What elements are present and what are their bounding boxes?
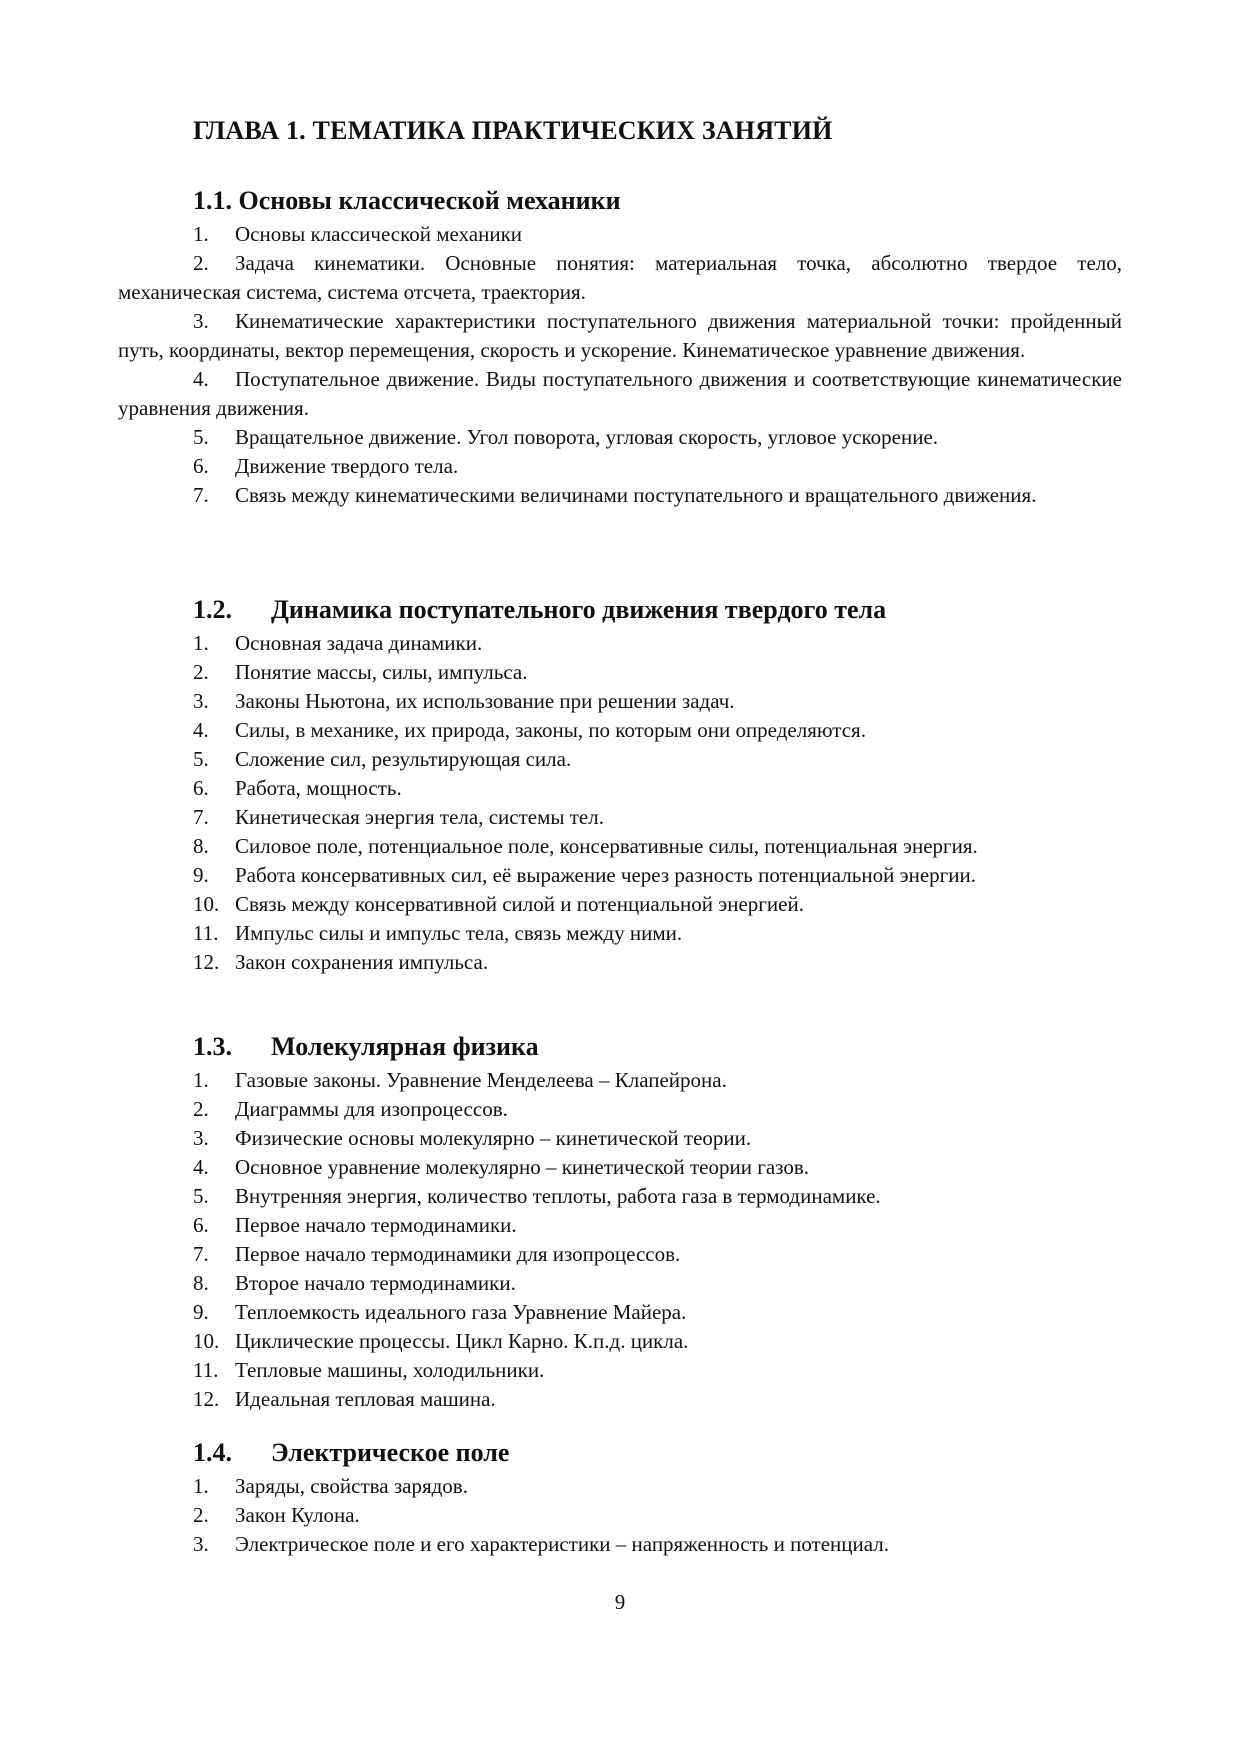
list-item: [118, 861, 1122, 890]
item-text: Второе начало термодинамики.: [235, 1271, 516, 1295]
list-item: [118, 423, 1122, 452]
list-item: [118, 716, 1122, 745]
list-item: [118, 803, 1122, 832]
list-item: [118, 745, 1122, 774]
item-number: 10.: [193, 1329, 220, 1353]
item-number: 3.: [193, 689, 209, 713]
item-number: 2.: [193, 660, 209, 684]
list-item: [118, 452, 1122, 481]
item-text: Тепловые машины, холодильники.: [235, 1358, 545, 1382]
section-1-2: [118, 593, 1122, 977]
item-number: 2.: [193, 1503, 209, 1527]
item-number: 9.: [193, 1300, 209, 1324]
item-number: 4.: [193, 718, 209, 742]
item-text: Связь между кинематическими величинами поступательного и вращательного движения.: [235, 483, 1037, 507]
item-text: Сложение сил, результирующая сила.: [235, 747, 572, 771]
item-text: Диаграммы для изопроцессов.: [235, 1097, 508, 1121]
list-item: [118, 1530, 1122, 1559]
item-number: 5.: [193, 425, 209, 449]
item-number: 1.: [193, 1068, 209, 1092]
item-number: 3.: [193, 1126, 209, 1150]
list-item: [118, 220, 1122, 249]
item-text: Закон Кулона.: [235, 1503, 360, 1527]
list-item: [118, 481, 1122, 510]
item-number: 11.: [193, 1358, 219, 1382]
item-number: 7.: [193, 1242, 209, 1266]
section-title: [193, 184, 1122, 218]
section-number: 1.2.: [193, 595, 232, 624]
list-item: [118, 1153, 1122, 1182]
item-text: Основная задача динамики.: [235, 631, 483, 655]
list-item: [118, 1472, 1122, 1501]
section-number: 1.1.: [193, 186, 232, 215]
item-text: Первое начало термодинамики для изопроцессов.: [235, 1242, 681, 1266]
list-item: [118, 1356, 1122, 1385]
item-text: Циклические процессы. Цикл Карно. К.п.д. цикла.: [235, 1329, 689, 1353]
item-text: Физические основы молекулярно – кинетической теории.: [235, 1126, 752, 1150]
item-text: Вращательное движение. Угол поворота, угловая скорость, угловое ускорение.: [235, 425, 939, 449]
item-text: Силовое поле, потенциальное поле, консервативные силы, потенциальная энергия.: [235, 834, 978, 858]
item-number: 5.: [193, 1184, 209, 1208]
list-item: [118, 1298, 1122, 1327]
section-heading: Молекулярная физика: [271, 1032, 539, 1061]
item-text: Закон сохранения импульса.: [235, 950, 489, 974]
list-item: [118, 1269, 1122, 1298]
item-text: Основное уравнение молекулярно – кинетической теории газов.: [235, 1155, 809, 1179]
section-heading: Динамика поступательного движения твердого тела: [271, 595, 887, 624]
list-item: [118, 890, 1122, 919]
item-text: Работа консервативных сил, её выражение через разность потенциальной энергии.: [235, 863, 976, 887]
item-number: 7.: [193, 805, 209, 829]
item-text: Газовые законы. Уравнение Менделеева – Клапейрона.: [235, 1068, 727, 1092]
item-text: Первое начало термодинамики.: [235, 1213, 517, 1237]
list-item: [118, 249, 1122, 307]
item-number: 6.: [193, 1213, 209, 1237]
list-item: [118, 1124, 1122, 1153]
list-item: [118, 629, 1122, 658]
item-text: Поступательное движение. Виды поступательного движения и соответствующие кинематические уравнения движения.: [118, 367, 1122, 420]
item-text: Кинетическая энергия тела, системы тел.: [235, 805, 604, 829]
item-number: 8.: [193, 834, 209, 858]
section-number: 1.4.: [193, 1438, 232, 1467]
item-text: Заряды, свойства зарядов.: [235, 1474, 468, 1498]
item-number: 8.: [193, 1271, 209, 1295]
section-heading: Основы классической механики: [238, 186, 621, 215]
section-1-4: [118, 1436, 1122, 1559]
item-number: 7.: [193, 483, 209, 507]
item-text: Импульс силы и импульс тела, связь между ними.: [235, 921, 683, 945]
item-number: 5.: [193, 747, 209, 771]
list-item: [118, 919, 1122, 948]
list-item: [118, 1095, 1122, 1124]
item-text: Электрическое поле и его характеристики – напряженность и потенциал.: [235, 1532, 889, 1556]
list-item: [118, 1240, 1122, 1269]
item-text: Внутренняя энергия, количество теплоты, работа газа в термодинамике.: [235, 1184, 881, 1208]
item-text: Кинематические характеристики поступательного движения материальной точки: пройденный путь, координаты, вектор перемещения, скорость и ускорение. Кинематическое уравнение движения.: [118, 309, 1122, 362]
item-number: 11.: [193, 921, 219, 945]
item-number: 1.: [193, 222, 209, 246]
item-text: Задача кинематики. Основные понятия: материальная точка, абсолютно твердое тело, механическая система, система отсчета, траектория.: [118, 251, 1122, 304]
item-text: Понятие массы, силы, импульса.: [235, 660, 528, 684]
item-text: Идеальная тепловая машина.: [235, 1387, 496, 1411]
item-number: 4.: [193, 367, 209, 391]
section-title: [193, 593, 1122, 627]
section-title: [193, 1030, 1122, 1064]
list-item: [118, 1066, 1122, 1095]
item-number: 12.: [193, 1387, 220, 1411]
item-number: 9.: [193, 863, 209, 887]
section-heading: Электрическое поле: [271, 1438, 510, 1467]
item-text: Основы классической механики: [235, 222, 523, 246]
item-number: 2.: [193, 251, 209, 275]
list-item: [118, 948, 1122, 977]
section-title: [193, 1436, 1122, 1470]
item-number: 4.: [193, 1155, 209, 1179]
list-item: [118, 832, 1122, 861]
item-text: Движение твердого тела.: [235, 454, 459, 478]
item-number: 1.: [193, 1474, 209, 1498]
list-item: [118, 774, 1122, 803]
item-number: 1.: [193, 631, 209, 655]
list-item: [118, 1211, 1122, 1240]
item-text: Связь между консервативной силой и потенциальной энергией.: [235, 892, 804, 916]
list-item: [118, 1385, 1122, 1414]
page-number: 9: [614, 1590, 626, 1614]
item-text: Работа, мощность.: [235, 776, 402, 800]
list-item: [118, 687, 1122, 716]
list-item: [118, 1501, 1122, 1530]
item-number: 3.: [193, 1532, 209, 1556]
item-number: 2.: [193, 1097, 209, 1121]
item-text: Теплоемкость идеального газа Уравнение Майера.: [235, 1300, 687, 1324]
section-1-3: [118, 1030, 1122, 1414]
item-number: 12.: [193, 950, 220, 974]
item-text: Силы, в механике, их природа, законы, по которым они определяются.: [235, 718, 866, 742]
list-item: [118, 1182, 1122, 1211]
item-text: Законы Ньютона, их использование при решении задач.: [235, 689, 735, 713]
item-number: 6.: [193, 454, 209, 478]
list-item: [118, 1327, 1122, 1356]
section-1-1: [118, 184, 1122, 510]
chapter-title: ГЛАВА 1. ТЕМАТИКА ПРАКТИЧЕСКИХ ЗАНЯТИЙ: [193, 116, 833, 145]
list-item: [118, 365, 1122, 423]
list-item: [118, 307, 1122, 365]
item-number: 10.: [193, 892, 220, 916]
item-number: 6.: [193, 776, 209, 800]
section-number: 1.3.: [193, 1032, 232, 1061]
list-item: [118, 658, 1122, 687]
item-number: 3.: [193, 309, 209, 333]
